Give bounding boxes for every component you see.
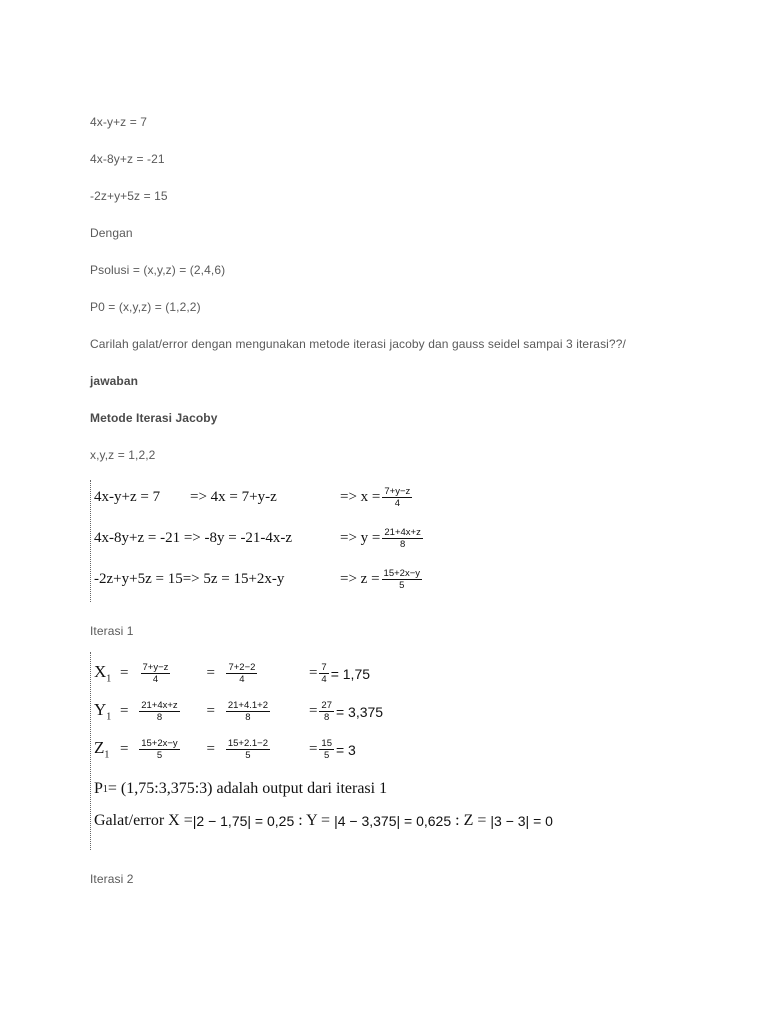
fraction: $\frac{21+4x+z}{8}$: [384, 527, 421, 550]
dengan-text: Dengan: [90, 226, 133, 240]
fraction: $\frac{21+4.1+2}{8}$: [227, 700, 269, 723]
x1-row: $X_1$ = $\frac{7+y-z}{4}$ = $\frac{7+2-2}{4}$ = $\frac{7}{4}$ = 1,75: [94, 662, 371, 685]
fraction: $\frac{7}{4}$: [321, 662, 327, 685]
fraction: $\frac{7+y-z}{4}$: [384, 486, 411, 509]
derivation-row-y: 4x-8y+z = -21 => -8y = -21-4x-z => y = $\frac{21+4x+z}{8}$: [94, 527, 421, 550]
start-values: x,y,z = 1,2,2: [90, 448, 156, 462]
fraction: $\frac{15+2x-y}{5}$: [383, 568, 420, 591]
fraction: $\frac{21+4x+z}{8}$: [141, 700, 178, 723]
derivation-row-x: 4x-y+z = 7 => 4x = 7+y-z => x = $\frac{7+y-z}{4}$: [94, 486, 411, 509]
psolusi-text: Psolusi = (x,y,z) = (2,4,6): [90, 263, 226, 277]
iteration-1-block: [90, 652, 650, 850]
iterasi-1-label: Iterasi 1: [90, 624, 134, 638]
galat-row: Galat/error X = |2 − 1,75| = 0,25 : Y = |4 − 3,375| = 0,625 : Z = |3 − 3| = 0: [94, 812, 553, 829]
fraction: $\frac{15+2.1-2}{5}$: [227, 738, 269, 761]
equation-2: 4x-8y+z = -21: [90, 152, 165, 166]
iterasi-2-label: Iterasi 2: [90, 872, 134, 886]
question-text: Carilah galat/error dengan mengunakan metode iterasi jacoby dan gauss seidel sampai 3 iterasi??/: [90, 337, 626, 351]
method-heading: Metode Iterasi Jacoby: [90, 411, 218, 425]
p0-text: P0 = (x,y,z) = (1,2,2): [90, 300, 201, 314]
fraction: $\frac{7+2-2}{4}$: [228, 662, 256, 685]
equation-3: -2z+y+5z = 15: [90, 189, 168, 203]
fraction: $\frac{15}{5}$: [321, 738, 332, 761]
y1-row: $Y_1$ = $\frac{21+4x+z}{8}$ = $\frac{21+4.1+2}{8}$ = $\frac{27}{8}$ = 3,375: [94, 700, 384, 723]
derivation-block: [90, 480, 470, 602]
equation-1: 4x-y+z = 7: [90, 115, 148, 129]
fraction: $\frac{7+y-z}{4}$: [142, 662, 169, 685]
derivation-border: [90, 480, 91, 602]
fraction: $\frac{27}{8}$: [321, 700, 332, 723]
z1-row: $Z_1$ = $\frac{15+2x-y}{5}$ = $\frac{15+2.1-2}{5}$ = $\frac{15}{5}$ = 3: [94, 738, 356, 761]
jawaban-heading: jawaban: [90, 374, 139, 388]
fraction: $\frac{15+2x-y}{5}$: [141, 738, 178, 761]
derivation-row-z: -2z+y+5z = 15=> 5z = 15+2x-y => z = $\frac{15+2x-y}{5}$: [94, 568, 420, 591]
iteration-border: [90, 652, 91, 850]
p1-row: P 1 = (1,75:3,375:3) adalah output dari iterasi 1: [94, 780, 388, 797]
